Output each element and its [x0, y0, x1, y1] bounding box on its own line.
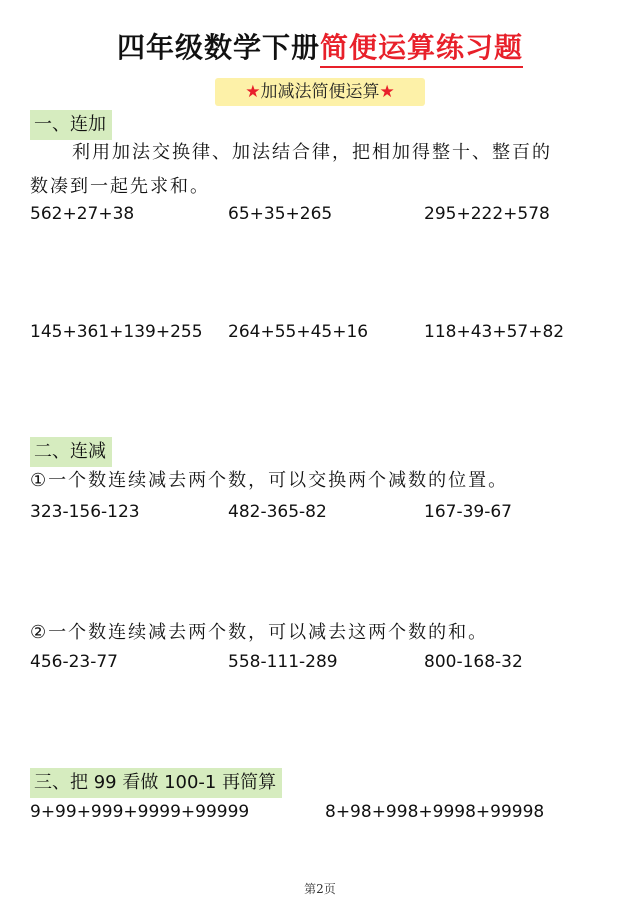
exercise-item: 65+35+265 — [228, 204, 333, 224]
exercise-item: 9+99+999+9999+99999 — [30, 802, 250, 822]
exercise-row — [30, 800, 615, 824]
section1-description-line1: 利用加法交换律、加法结合律，把相加得整十、整百的 — [72, 142, 552, 163]
exercise-item: 800-168-32 — [424, 652, 523, 672]
exercise-item: 295+222+578 — [424, 204, 550, 224]
exercise-item: 8+98+998+9998+99998 — [325, 802, 545, 822]
exercise-item: 562+27+38 — [30, 204, 135, 224]
subtitle-text: 加减法简便运算 — [260, 82, 380, 102]
exercise-item: 167-39-67 — [424, 502, 512, 522]
title-main: 四年级数学下册 — [116, 31, 320, 64]
section2-rule-1: ①一个数连续减去两个数，可以交换两个减数的位置。 — [30, 470, 509, 491]
exercise-row — [30, 650, 615, 674]
exercise-row — [30, 202, 615, 226]
exercise-item: 145+361+139+255 — [30, 322, 203, 342]
exercise-item: 118+43+57+82 — [424, 322, 565, 342]
section-heading-3: 三、把 99 看做 100-1 再简算 — [30, 768, 282, 798]
star-icon: ★ — [379, 82, 395, 102]
section1-description-line2: 数凑到一起先求和。 — [30, 176, 210, 197]
page-title — [0, 28, 640, 68]
exercise-item: 323-156-123 — [30, 502, 140, 522]
exercise-row — [30, 320, 615, 344]
exercise-item: 482-365-82 — [228, 502, 327, 522]
exercise-row — [30, 500, 615, 524]
section-heading-1: 一、连加 — [30, 110, 112, 140]
star-icon: ★ — [245, 82, 261, 102]
subtitle-banner — [215, 78, 425, 106]
page-number: 第2页 — [304, 882, 336, 896]
exercise-item: 558-111-289 — [228, 652, 338, 672]
exercise-item: 456-23-77 — [30, 652, 118, 672]
exercise-item: 264+55+45+16 — [228, 322, 369, 342]
title-accent: 简便运算练习题 — [320, 31, 523, 68]
section2-rule-2: ②一个数连续减去两个数，可以减去这两个数的和。 — [30, 622, 489, 643]
section-heading-2: 二、连减 — [30, 437, 112, 467]
